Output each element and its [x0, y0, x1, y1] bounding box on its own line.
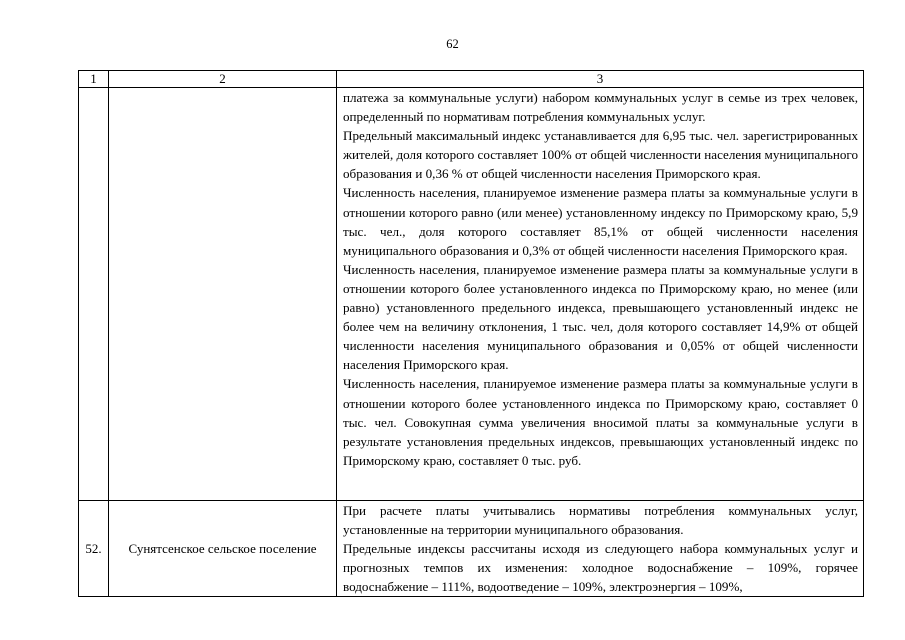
paragraph: Численность населения, планируемое изменение размера платы за коммунальные услуги в отношении которого равно (или менее) установленному индексу по Приморскому краю, 5,9 тыс. чел., доля которого составляет 85,1% от общей численности населения муниципального образования и 0,3% от общей численности населения Приморского края. [343, 185, 858, 258]
paragraph: При расчете платы учитывались нормативы потребления коммунальных услуг, установленные на территории муниципального образования. [343, 503, 858, 538]
column-header-2: 2 [109, 71, 337, 88]
paragraph: платежа за коммунальные услуги) набором коммунальных услуг в семье из трех человек, определенный по нормативам потребления коммунальных услуг. [343, 90, 858, 125]
table-header-row [79, 71, 864, 88]
table-row [79, 501, 864, 597]
row-number-cell: 52. [79, 501, 109, 597]
paragraph: Численность населения, планируемое изменение размера платы за коммунальные услуги в отношении которого более установленного индекса по Приморскому краю, но менее (или равно) установленного предельного индекса, превышающего установленный индекс не более чем на величину отклонения, 1 тыс. чел, доля которого составляет 14,9% от общей численности населения муниципального образования и 0,05% от общей численности населения Приморского края. [343, 261, 858, 373]
table-row [79, 88, 864, 501]
description-cell [337, 88, 864, 501]
column-header-3: 3 [337, 71, 864, 88]
description-cell [337, 501, 864, 597]
settlement-name-cell: Сунятсенское сельское поселение [109, 501, 337, 597]
data-table [78, 70, 864, 597]
column-header-1: 1 [79, 71, 109, 88]
page-number: 62 [446, 37, 459, 51]
paragraph: Предельный максимальный индекс устанавливается для 6,95 тыс. чел. зарегистрированных жителей, доля которого составляет 100% от общей численности населения муниципального образования и 0,36 % от общей численности населения Приморского края. [343, 128, 858, 182]
settlement-name-cell [109, 88, 337, 501]
row-number-cell [79, 88, 109, 501]
paragraph: Численность населения, планируемое изменение размера платы за коммунальные услуги в отношении которого более установленного индекса по Приморскому краю, составляет 0 тыс. чел. Совокупная сумма увеличения вносимой платы за коммунальные услуги в результате установления предельных индексов, превышающих установленный индекс по Приморскому краю, составляет 0 тыс. руб. [343, 376, 858, 468]
paragraph: Предельные индексы рассчитаны исходя из следующего набора коммунальных услуг и прогнозных темпов их изменения: холодное водоснабжение – 109%, горячее водоснабжение – 111%, водоотведение – 109%, электроэнергия – 109%, [343, 541, 858, 595]
